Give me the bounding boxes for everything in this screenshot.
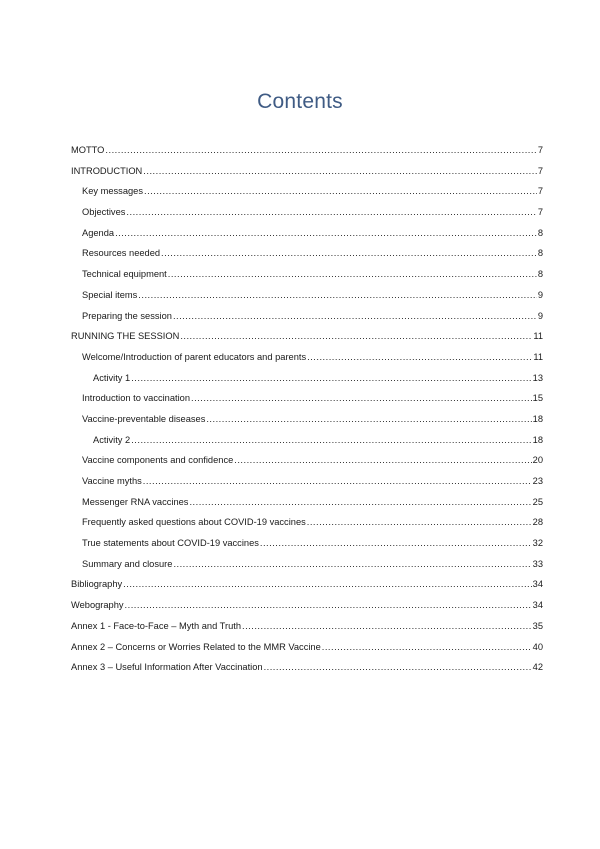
toc-entry[interactable] [71, 368, 543, 389]
toc-entry-page-number: 18 [532, 413, 543, 424]
toc-entry-label: Webography [71, 600, 124, 611]
toc-entry-label: Activity 1 [93, 372, 131, 383]
toc-entry[interactable] [71, 430, 543, 451]
toc-entry-page-number: 11 [533, 351, 543, 362]
toc-entry-page-number: 32 [532, 538, 543, 549]
toc-entry-label: Introduction to vaccination [82, 393, 191, 404]
toc-entry-page-number: 33 [532, 558, 543, 569]
toc-entry-label: Preparing the session [82, 310, 172, 321]
dot-leader [125, 595, 532, 616]
dot-leader [161, 243, 537, 264]
toc-entry-label: Welcome/Introduction of parent educators and parents [82, 351, 307, 362]
toc-entry-page-number: 7 [537, 207, 543, 218]
toc-entry-label: MOTTO [71, 145, 105, 155]
toc-entry-label: INTRODUCTION [71, 165, 143, 176]
toc-entry[interactable] [71, 388, 543, 409]
dot-leader [191, 388, 532, 409]
toc-entry-page-number: 34 [532, 579, 543, 590]
dot-leader [131, 368, 531, 389]
toc-entry-label: Summary and closure [82, 558, 173, 569]
dot-leader [131, 430, 531, 451]
toc-entry-page-number: 8 [537, 269, 543, 280]
toc-entry-page-number: 25 [532, 496, 543, 507]
toc-entry-page-number: 7 [537, 165, 543, 176]
dot-leader [322, 637, 532, 658]
toc-entry-label: Objectives [82, 207, 126, 218]
toc-entry-page-number: 9 [537, 289, 543, 300]
toc-entry[interactable] [71, 512, 543, 533]
toc-entry-page-number: 15 [532, 393, 543, 404]
toc-entry-label: Bibliography [71, 579, 123, 590]
toc-entry-label: Frequently asked questions about COVID-19 vaccines [82, 517, 306, 528]
toc-entry[interactable] [71, 243, 543, 264]
dot-leader [105, 140, 536, 161]
toc-entry-page-number: 9 [537, 310, 543, 321]
toc-entry-page-number: 8 [537, 248, 543, 259]
toc-entry-page-number: 11 [533, 331, 543, 342]
toc-entry[interactable] [71, 533, 543, 554]
toc-entry-label: Vaccine myths [82, 476, 142, 486]
toc-entry[interactable] [71, 140, 543, 161]
dot-leader [168, 264, 537, 285]
toc-entry-label: Annex 3 – Useful Information After Vaccination [71, 662, 263, 673]
toc-entry-label: Key messages [82, 186, 143, 197]
toc-entry-page-number: 35 [532, 620, 543, 631]
toc-entry-page-number: 7 [537, 145, 543, 155]
toc-entry[interactable] [71, 471, 543, 492]
toc-entry[interactable] [71, 264, 543, 285]
dot-leader [307, 347, 532, 368]
toc-entry[interactable] [71, 181, 543, 202]
dot-leader [173, 554, 531, 575]
toc-entry-page-number: 18 [532, 434, 543, 445]
toc-entry-page-number: 13 [532, 372, 543, 383]
toc-entry[interactable] [71, 616, 543, 637]
table-of-contents [71, 140, 543, 678]
toc-entry[interactable] [71, 347, 543, 368]
toc-entry[interactable] [71, 595, 543, 616]
toc-entry-page-number: 23 [532, 476, 543, 486]
toc-entry-label: Agenda [82, 227, 115, 238]
toc-entry[interactable] [71, 223, 543, 244]
dot-leader [180, 326, 532, 347]
toc-entry[interactable] [71, 409, 543, 430]
toc-entry-page-number: 40 [532, 641, 543, 652]
dot-leader [307, 512, 532, 533]
dot-leader [234, 450, 531, 471]
toc-entry-label: Special items [82, 289, 138, 300]
toc-entry[interactable] [71, 161, 543, 182]
dot-leader [138, 285, 537, 306]
toc-entry-label: Technical equipment [82, 269, 167, 280]
toc-entry-page-number: 20 [532, 455, 543, 466]
toc-entry-label: Vaccine components and confidence [82, 455, 234, 466]
toc-entry-label: Activity 2 [93, 434, 131, 445]
toc-entry-label: Annex 1 - Face-to-Face – Myth and Truth [71, 620, 242, 631]
toc-entry[interactable] [71, 306, 543, 327]
toc-entry[interactable] [71, 285, 543, 306]
dot-leader [206, 409, 531, 430]
toc-entry[interactable] [71, 574, 543, 595]
dot-leader [264, 657, 532, 678]
dot-leader [126, 202, 536, 223]
dot-leader [260, 533, 532, 554]
toc-entry-label: Resources needed [82, 248, 161, 259]
toc-entry-label: Vaccine-preventable diseases [82, 413, 206, 424]
toc-entry[interactable] [71, 657, 543, 678]
dot-leader [115, 223, 537, 244]
toc-entry-page-number: 28 [532, 517, 543, 528]
toc-entry-page-number: 42 [532, 662, 543, 673]
dot-leader [173, 306, 537, 327]
dot-leader [144, 181, 537, 202]
toc-entry-label: Annex 2 – Concerns or Worries Related to the MMR Vaccine [71, 641, 321, 652]
toc-entry[interactable] [71, 492, 543, 513]
dot-leader [143, 471, 532, 492]
dot-leader [242, 616, 532, 637]
toc-entry-page-number: 34 [532, 600, 543, 611]
toc-entry-page-number: 7 [537, 186, 543, 197]
dot-leader [189, 492, 531, 513]
toc-entry[interactable] [71, 554, 543, 575]
toc-entry[interactable] [71, 450, 543, 471]
page-title: Contents [257, 90, 343, 113]
toc-entry-label: True statements about COVID-19 vaccines [82, 538, 259, 549]
toc-entry[interactable] [71, 637, 543, 658]
dot-leader [143, 161, 537, 182]
toc-entry-label: Messenger RNA vaccines [82, 496, 189, 507]
toc-entry-page-number: 8 [537, 227, 543, 238]
toc-entry[interactable] [71, 326, 543, 347]
dot-leader [123, 574, 531, 595]
toc-entry[interactable] [71, 202, 543, 223]
toc-entry-label: RUNNING THE SESSION [71, 331, 180, 342]
